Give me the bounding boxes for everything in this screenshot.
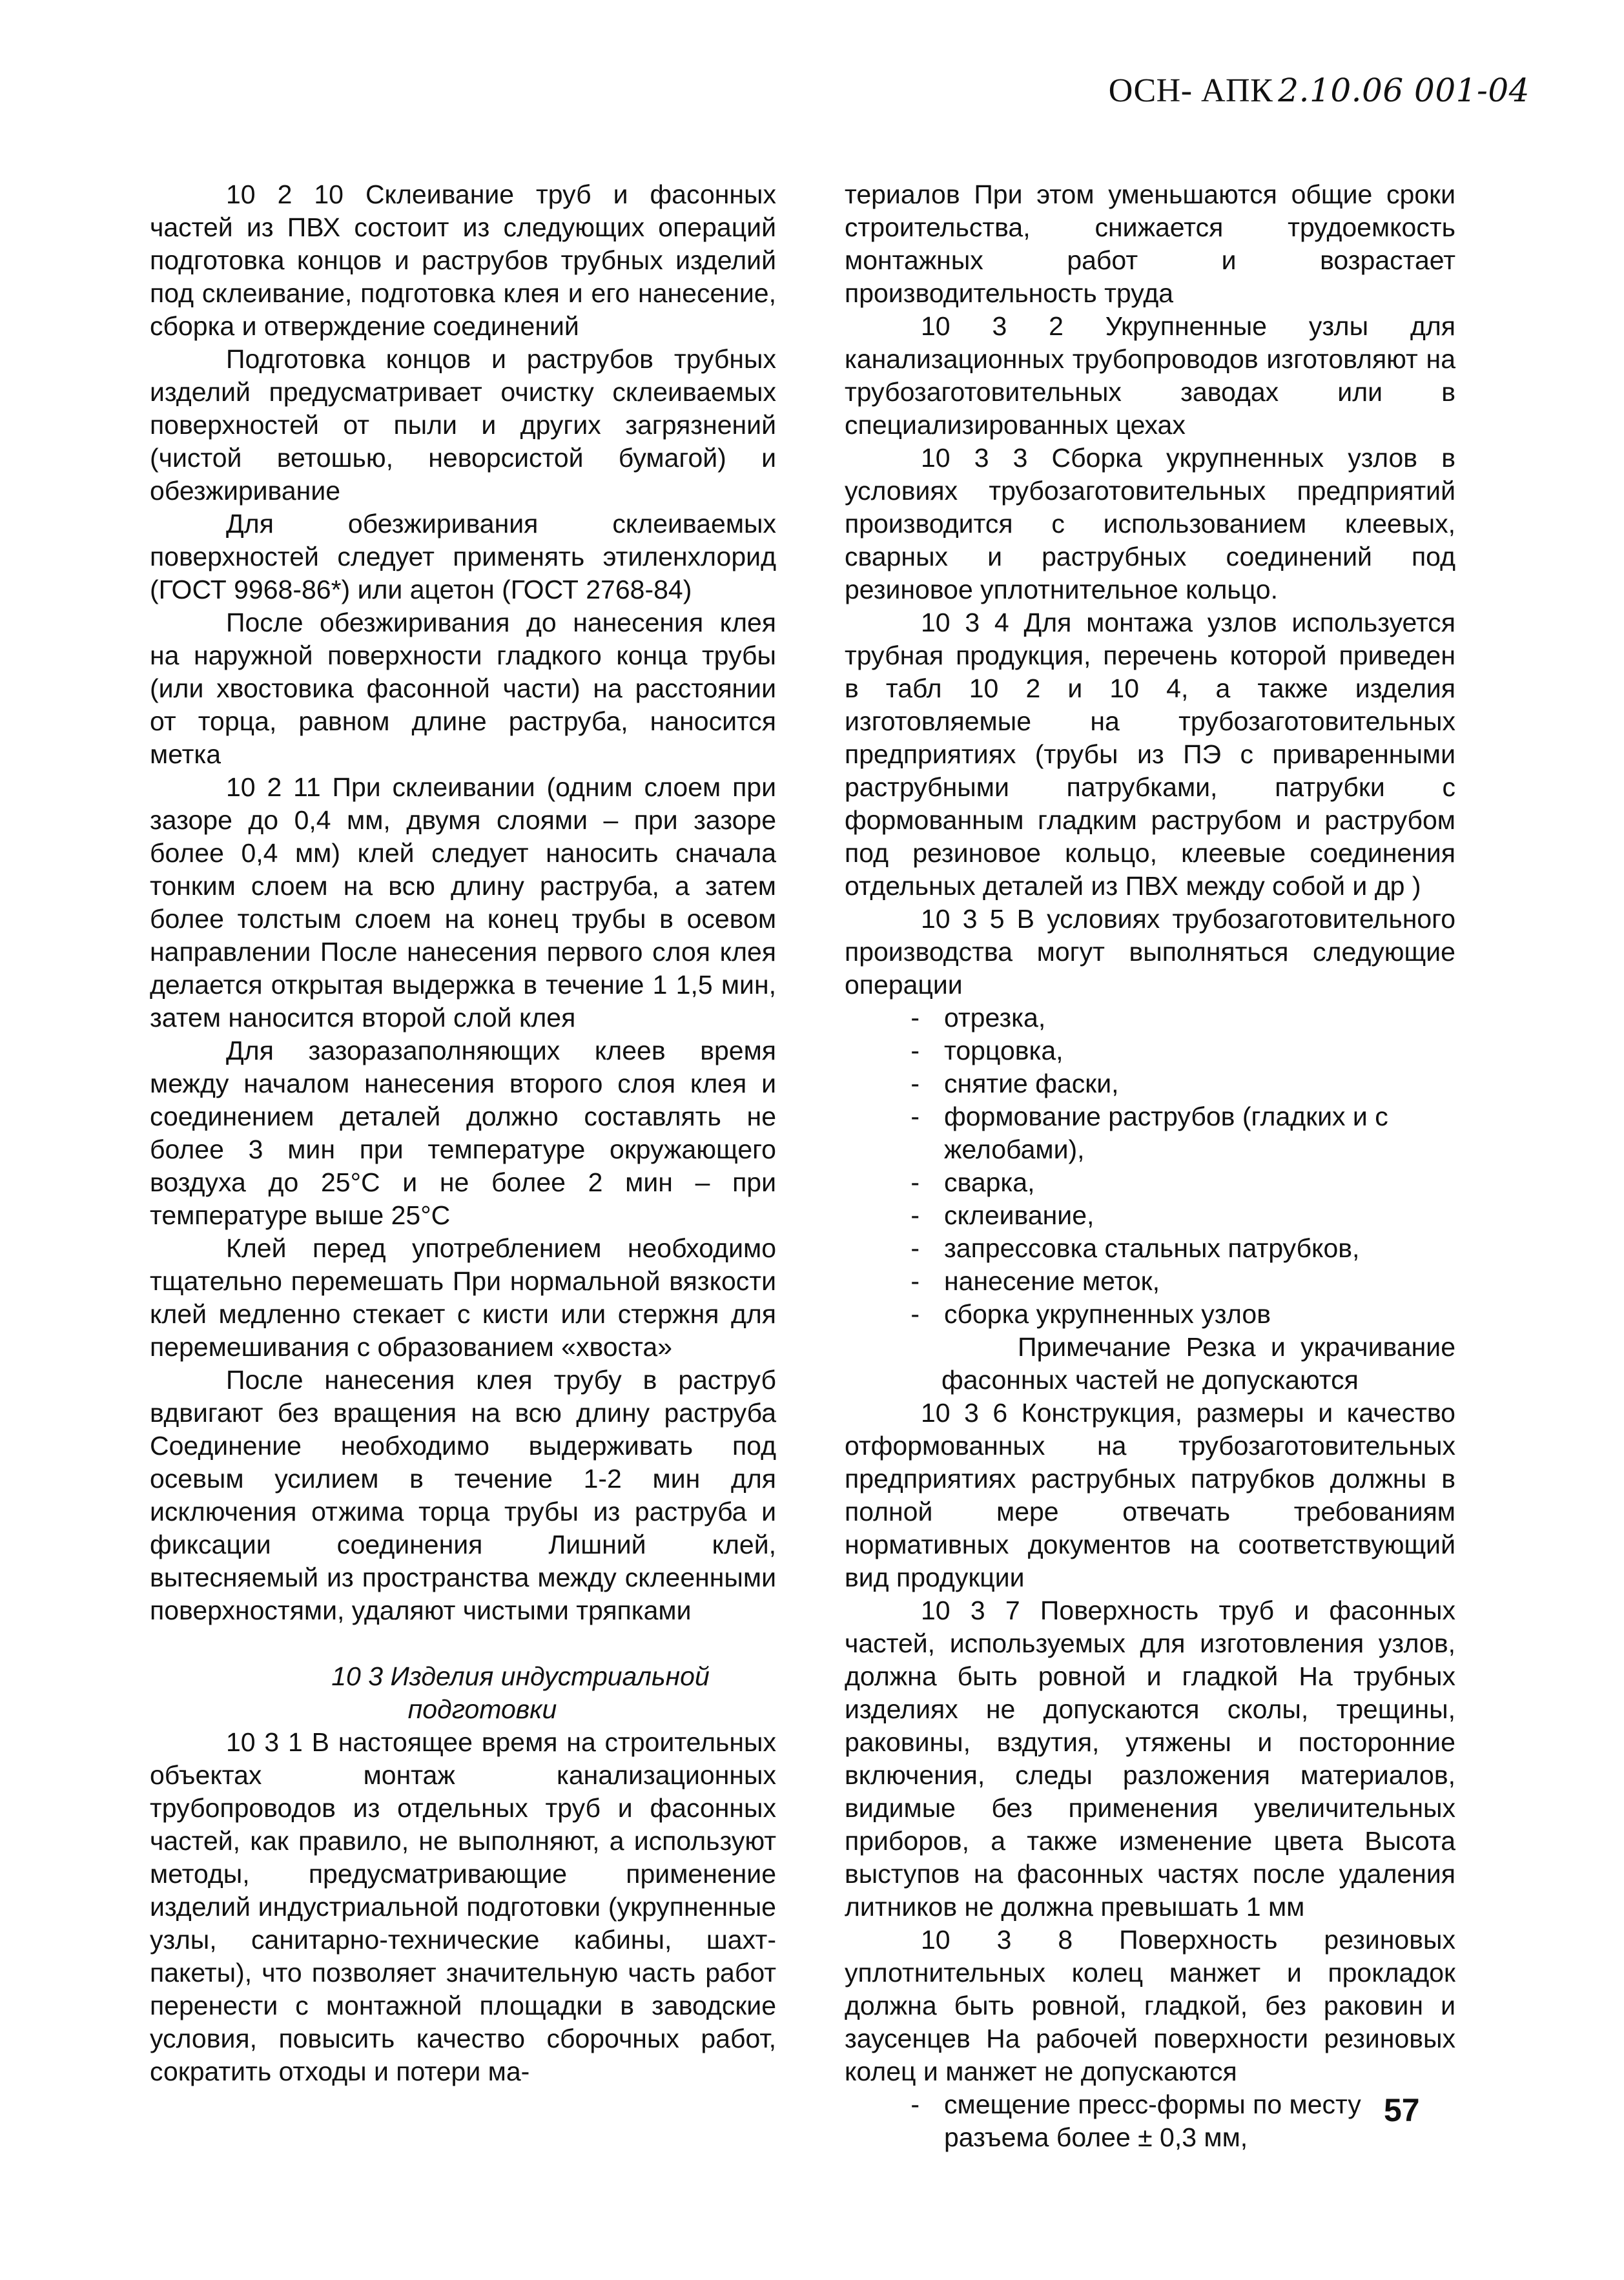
paragraph-10-2-11: 10 2 11 При склеивании (одним слоем при зазоре до 0,4 мм, двумя слоями – при зазоре более 0,4 мм) клей следует наносить сначала тонким слоем на всю длину раструба, а затем более толстым слоем на конец трубы в осевом направлении После нанесения первого слоя клея делается открытая выдержка в течение 1 1,5 мин, затем наносится второй слой клея xyxy=(150,772,776,1032)
paragraph-10-3-8: 10 3 8 Поверхность резиновых уплотнительных колец манжет и прокладок должна быть ровной, гладкой, без раковин и заусенцев На рабочей поверхности резиновых колец и манжет не допускаются xyxy=(845,1925,1455,2086)
paragraph-marking: После обезжиривания до нанесения клея на наружной поверхности гладкого конца трубы (или хвостовика фасонной части) на расстоянии от торца, равном длине раструба, наносится метка xyxy=(150,608,776,769)
paragraph-assembly: После нанесения клея трубу в раструб вдвигают без вращения на всю длину раструба Соединение необходимо выдерживать под осевым усилием в течение 1-2 мин для исключения отжима торца трубы из раструба и фиксации соединения Лишний клей, вытесняемый из пространства между склеенными поверхностями, удаляют чистыми тряпками xyxy=(150,1365,776,1625)
paragraph-continued: териалов При этом уменьшаются общие сроки строительства, снижается трудоемкость монтажных работ и возрастает производительность труда xyxy=(845,180,1455,308)
list-item-text: формование раструбов (гладких и с желобами), xyxy=(944,1102,1388,1164)
list-item: - формование раструбов (гладких и с желобами), xyxy=(910,1102,1388,1164)
paragraph-10-3-4: 10 3 4 Для монтажа узлов используется трубная продукция, перечень которой приведен в табл 10 2 и 10 4, а также изделия изготовляемые на трубозаготовительных предприятиях (трубы из ПЭ с приваренными раструбными патрубками, патрубки с формованным гладким раструбом и раструбом под резиновое кольцо, клеевые соединения отдельных деталей из ПВХ между собой и др ) xyxy=(845,608,1455,901)
section-heading-10-3: 10 3 Изделия индустриальной подготовки xyxy=(331,1661,710,1724)
handwritten-code: 2.10.06 001-04 xyxy=(1278,72,1530,109)
list-item-text: торцовка, xyxy=(944,1036,1064,1065)
paragraph-10-3-7: 10 3 7 Поверхность труб и фасонных частей, используемых для изготовления узлов, должна быть ровной и гладкой На трубных изделиях не допускаются сколы, трещины, раковины, вздутия, утяжены и посторонние включения, следы разложения материалов, видимые без применения увеличительных приборов, а также изменение цвета Высота выступов на фасонных частях после удаления литников не должна превышать 1 мм xyxy=(845,1596,1455,1922)
paragraph-degreasing: Для обезжиривания склеиваемых поверхностей следует применять этиленхлорид (ГОСТ 9968-86*) или ацетон (ГОСТ 2768-84) xyxy=(150,509,776,604)
defects-list xyxy=(845,2088,1455,2154)
document-code-header xyxy=(1109,70,1530,112)
list-item: - сварка, xyxy=(910,1167,1035,1197)
page-number: 57 xyxy=(1384,2092,1420,2128)
paragraph-10-3-3: 10 3 3 Сборка укрупненных узлов в условиях трубозаготовительных предприятий производится с использованием клеевых, сварных и раструбных соединений под резиновое уплотнительное кольцо. xyxy=(845,443,1455,604)
section-spacer xyxy=(150,1627,776,1660)
list-item: - смещение пресс-формы по месту разъема более ± 0,3 мм, xyxy=(910,2090,1361,2152)
paragraph-10-2-10: 10 2 10 Склеивание труб и фасонных частей из ПВХ состоит из следующих операций подготовка концов и раструбов трубных изделий под склеивание, подготовка клея и его нанесение, сборка и отверждение соединений xyxy=(150,180,776,341)
list-item-text: запрессовка стальных патрубков, xyxy=(944,1233,1360,1263)
list-item: - торцовка, xyxy=(910,1036,1064,1065)
paragraph-10-3-5: 10 3 5 В условиях трубозаготовительного производства могут выполняться следующие операции xyxy=(845,904,1455,1000)
list-item: - нанесение меток, xyxy=(910,1266,1160,1296)
operations-list xyxy=(845,1001,1455,1331)
right-column xyxy=(845,178,1455,2154)
paragraph-preparation: Подготовка концов и раструбов трубных изделий предусматривает очистку склеиваемых поверхностей от пыли и других загрязнений (чистой ветошью, неворсистой бумагой) и обезжиривание xyxy=(150,344,776,506)
list-item: - склеивание, xyxy=(910,1200,1095,1230)
note: Примечание Резка и украчивание фасонных частей не допускаются xyxy=(941,1332,1455,1395)
document-code: ОСН- АПК xyxy=(1108,72,1273,109)
paragraph-glue-mixing: Клей перед употреблением необходимо тщательно перемешать При нормальной вязкости клей медленно стекает с кисти или стержня для перемешивания с образованием «хвоста» xyxy=(150,1233,776,1362)
paragraph-10-3-6: 10 3 6 Конструкция, размеры и качество отформованных на трубозаготовительных предприятиях раструбных патрубков должны в полной мере отвечать требованиям нормативных документов на соответствующий вид продукции xyxy=(845,1398,1455,1592)
list-item: - запрессовка стальных патрубков, xyxy=(910,1233,1360,1263)
paragraph-10-3-1: 10 3 1 В настоящее время на строительных объектах монтаж канализационных трубопроводов из отдельных труб и фасонных частей, как правило, не выполняют, а используют методы, предусматривающие применение изделий индустриальной подготовки (укрупненные узлы, санитарно-технические кабины, шахт-пакеты), что позволяет значительную часть работ перенести с монтажной площадки в заводские условия, повысить качество сборочных работ, сократить отходы и потери ма- xyxy=(150,1727,776,2086)
list-item-text: смещение пресс-формы по месту разъема более ± 0,3 мм, xyxy=(944,2090,1361,2152)
list-item: - отрезка, xyxy=(910,1003,1046,1032)
list-item: - снятие фаски, xyxy=(910,1069,1119,1098)
list-item-text: сборка укрупненных узлов xyxy=(944,1299,1271,1329)
paragraph-10-3-2: 10 3 2 Укрупненные узлы для канализационных трубопроводов изготовляют на трубозаготовительных заводах или в специализированных цехах xyxy=(845,311,1455,440)
list-item-text: снятие фаски, xyxy=(944,1069,1119,1098)
list-item: - сборка укрупненных узлов xyxy=(910,1299,1271,1329)
list-item-text: сварка, xyxy=(944,1167,1035,1197)
paragraph-gap-filling-glue: Для зазоразаполняющих клеев время между началом нанесения второго слоя клея и соединением деталей должно составлять не более 3 мин при температуре окружающего воздуха до 25°С и не более 2 мин – при температуре выше 25°С xyxy=(150,1036,776,1230)
list-item-text: отрезка, xyxy=(944,1003,1046,1032)
left-column xyxy=(150,178,776,2088)
list-item-text: нанесение меток, xyxy=(944,1266,1160,1296)
list-item-text: склеивание, xyxy=(944,1200,1095,1230)
